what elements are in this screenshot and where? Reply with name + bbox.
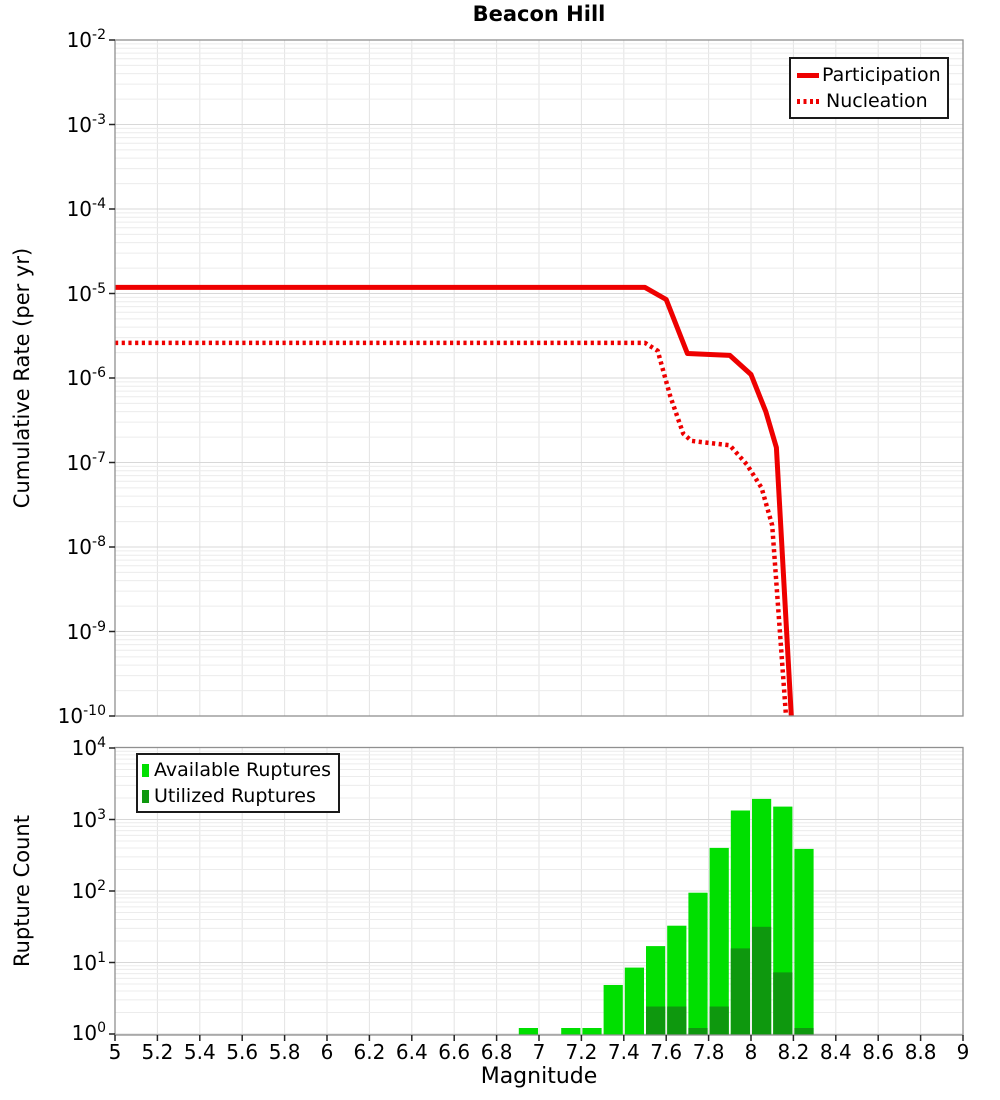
available-bar — [794, 849, 813, 1035]
participation-line-swatch-icon — [797, 73, 819, 78]
utilized-bar — [773, 972, 792, 1034]
utilized-bar — [667, 1007, 686, 1035]
y-tick-label: $10^{-8}$ — [66, 534, 106, 559]
x-tick-label: 6 — [320, 1040, 334, 1064]
y-tick-label: $10^4$ — [71, 735, 106, 760]
legend-label-participation: Participation — [822, 64, 941, 86]
y-tick-label: $10^{-4}$ — [66, 196, 106, 221]
utilized-bar — [688, 1028, 707, 1035]
available-bar — [688, 893, 707, 1035]
y-tick-label: $10^{-5}$ — [66, 280, 106, 306]
chart-title: Beacon Hill — [472, 2, 606, 26]
available-bar — [582, 1028, 601, 1035]
utilized-bar — [710, 1007, 729, 1035]
x-tick-label: 7.6 — [650, 1040, 683, 1064]
legend-label-available: Available Ruptures — [154, 759, 331, 781]
available-bar — [625, 968, 644, 1035]
legend-item-participation — [797, 62, 941, 88]
legend-item-utilized — [142, 783, 331, 809]
x-tick-label: 7 — [532, 1040, 546, 1064]
x-tick-label: 8 — [744, 1040, 758, 1064]
x-tick-label: 5.8 — [268, 1040, 301, 1064]
x-tick-label: 7.2 — [565, 1040, 598, 1064]
available-bar — [604, 985, 623, 1035]
legend-label-nucleation: Nucleation — [826, 90, 928, 112]
utilized-bar — [752, 927, 771, 1035]
x-tick-label: 6.2 — [353, 1040, 386, 1064]
x-tick-label: 8.6 — [862, 1040, 895, 1064]
y-tick-label: $10^1$ — [71, 949, 106, 975]
utilized-bar — [731, 948, 750, 1034]
x-tick-label: 8.2 — [777, 1040, 810, 1064]
legend-label-utilized: Utilized Ruptures — [154, 785, 316, 807]
utilized-bar — [794, 1028, 813, 1035]
y-tick-label: $10^0$ — [71, 1020, 106, 1045]
x-tick-label: 6.6 — [438, 1040, 471, 1064]
y-tick-label: $10^{-10}$ — [57, 703, 106, 728]
y-tick-label: $10^{-9}$ — [66, 618, 106, 644]
x-tick-label: 8.4 — [819, 1040, 852, 1064]
x-tick-label: 5 — [108, 1040, 122, 1064]
legend-item-available — [142, 757, 331, 783]
y-tick-label: $10^{-3}$ — [66, 111, 106, 137]
x-tick-label: 6.4 — [395, 1040, 428, 1064]
x-tick-label: 5.4 — [183, 1040, 216, 1064]
y-tick-label: $10^2$ — [71, 878, 106, 903]
x-tick-label: 5.2 — [141, 1040, 174, 1064]
y-axis-title-rate: Cumulative Rate (per yr) — [10, 247, 34, 509]
nucleation-line-swatch-icon — [797, 99, 819, 104]
x-tick-label: 8.8 — [904, 1040, 937, 1064]
utilized-bar — [646, 1007, 665, 1035]
y-tick-label: $10^{-7}$ — [66, 449, 106, 475]
y-tick-label: $10^3$ — [71, 806, 106, 832]
x-tick-label: 6.8 — [480, 1040, 513, 1064]
x-tick-label: 7.8 — [692, 1040, 725, 1064]
legend-ruptures — [136, 753, 340, 813]
y-tick-label: $10^{-2}$ — [66, 27, 106, 52]
legend-item-nucleation — [797, 88, 941, 114]
available-bar — [519, 1028, 538, 1035]
x-axis-title: Magnitude — [480, 1064, 598, 1089]
legend-rates — [789, 57, 949, 119]
utilized-swatch-icon — [142, 790, 149, 803]
available-bar — [561, 1028, 580, 1035]
y-tick-label: $10^{-6}$ — [66, 365, 106, 390]
available-swatch-icon — [142, 764, 149, 777]
x-tick-label: 5.6 — [226, 1040, 259, 1064]
y-axis-title-count: Rupture Count — [10, 815, 34, 967]
x-tick-label: 7.4 — [607, 1040, 640, 1064]
x-tick-label: 9 — [956, 1040, 970, 1064]
